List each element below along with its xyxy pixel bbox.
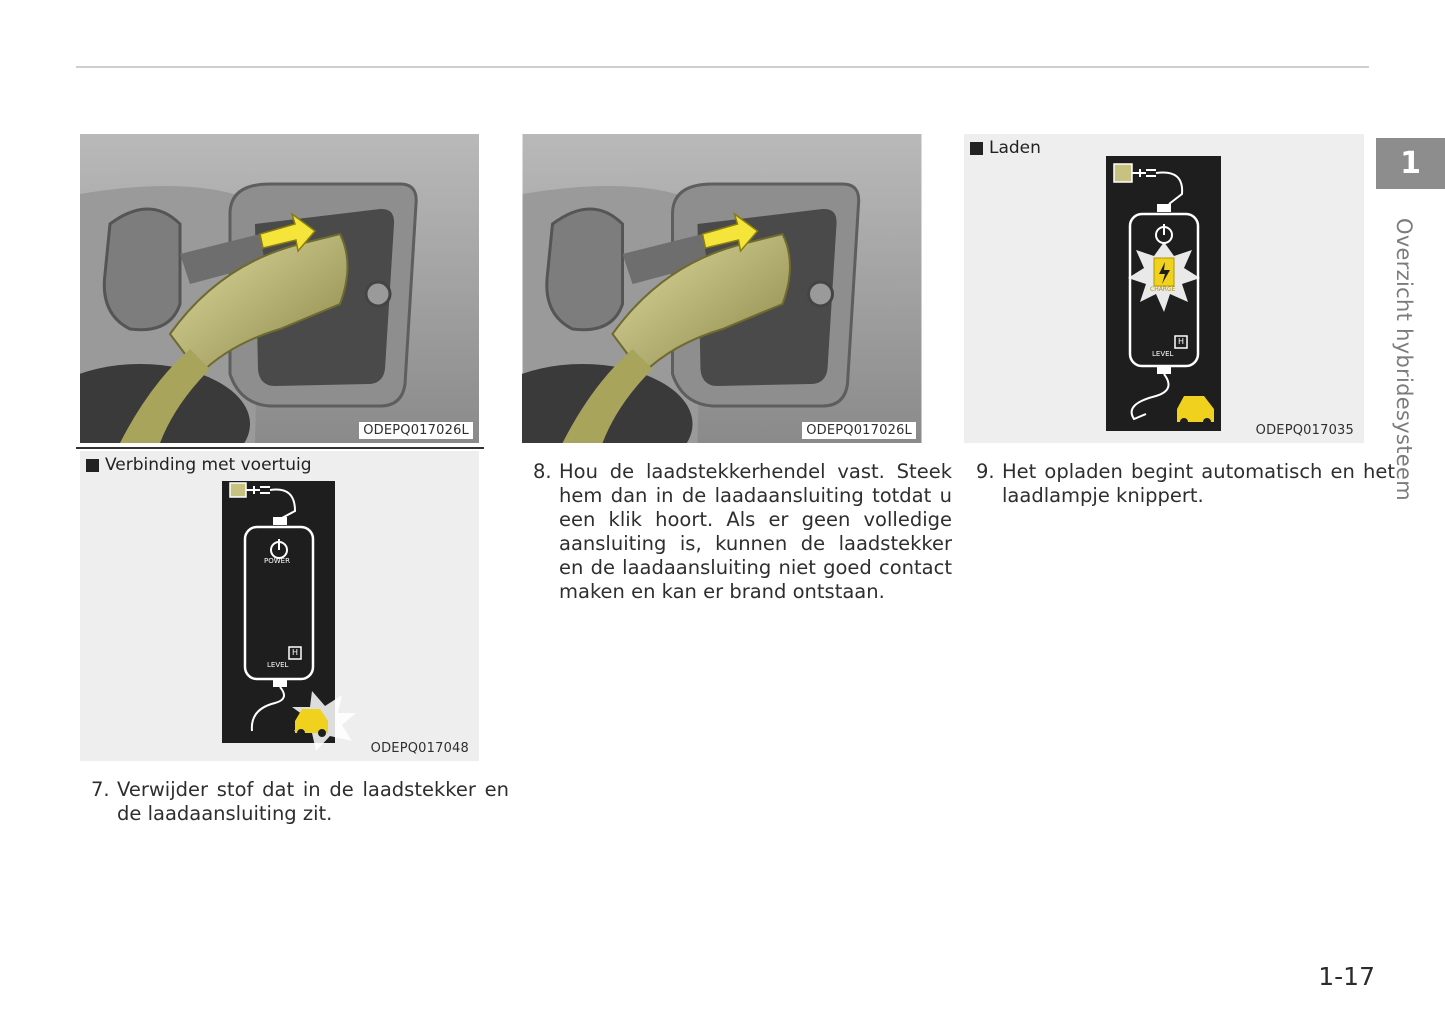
figure-code: ODEPQ017026L — [802, 422, 916, 439]
figure-code: ODEPQ017035 — [1255, 423, 1354, 438]
chapter-number-tab: 1 — [1376, 138, 1445, 189]
figure-code: ODEPQ017026L — [359, 422, 473, 439]
page-number: 1-17 — [1318, 962, 1375, 991]
step-8: 8. Hou de laadstekkerhendel vast. Steek hem dan in de laadaansluiting totdat u een klik hoort. Als er geen volledige aansluiting is, kunnen de laadstekker en de laadaansluiting niet goed contact maken en kan er brand ontstaan. — [533, 460, 952, 603]
figure-caption: Verbinding met voertuig — [86, 455, 311, 475]
chapter-title: Overzicht hybridesysteem — [1392, 218, 1416, 501]
top-rule — [76, 66, 1369, 68]
figure-plug-port-2 — [522, 134, 922, 443]
figure-caption: Laden — [970, 138, 1041, 158]
step-7: 7. Verwijder stof dat in de laadstekker en de laadaansluiting zit. — [91, 778, 509, 825]
level-label: LEVEL — [267, 661, 289, 669]
figure-code: ODEPQ017048 — [370, 741, 469, 756]
separator — [76, 447, 484, 449]
level-label: LEVEL — [1152, 350, 1174, 358]
figure-plug-port-1 — [80, 134, 479, 443]
figure-charging-indicator — [964, 134, 1364, 443]
power-label: POWER — [264, 557, 290, 565]
h-label: H — [292, 648, 299, 657]
charge-label: CHARGE — [1150, 286, 1176, 293]
h-label: H — [1178, 337, 1185, 346]
plug-illustration-icon — [522, 134, 922, 443]
charger-panel-icon — [80, 451, 479, 761]
figure-connection-indicator — [80, 451, 479, 761]
step-9: 9. Het opladen begint automatisch en het laadlampje knippert. — [976, 460, 1395, 507]
plug-illustration-icon — [80, 134, 479, 443]
